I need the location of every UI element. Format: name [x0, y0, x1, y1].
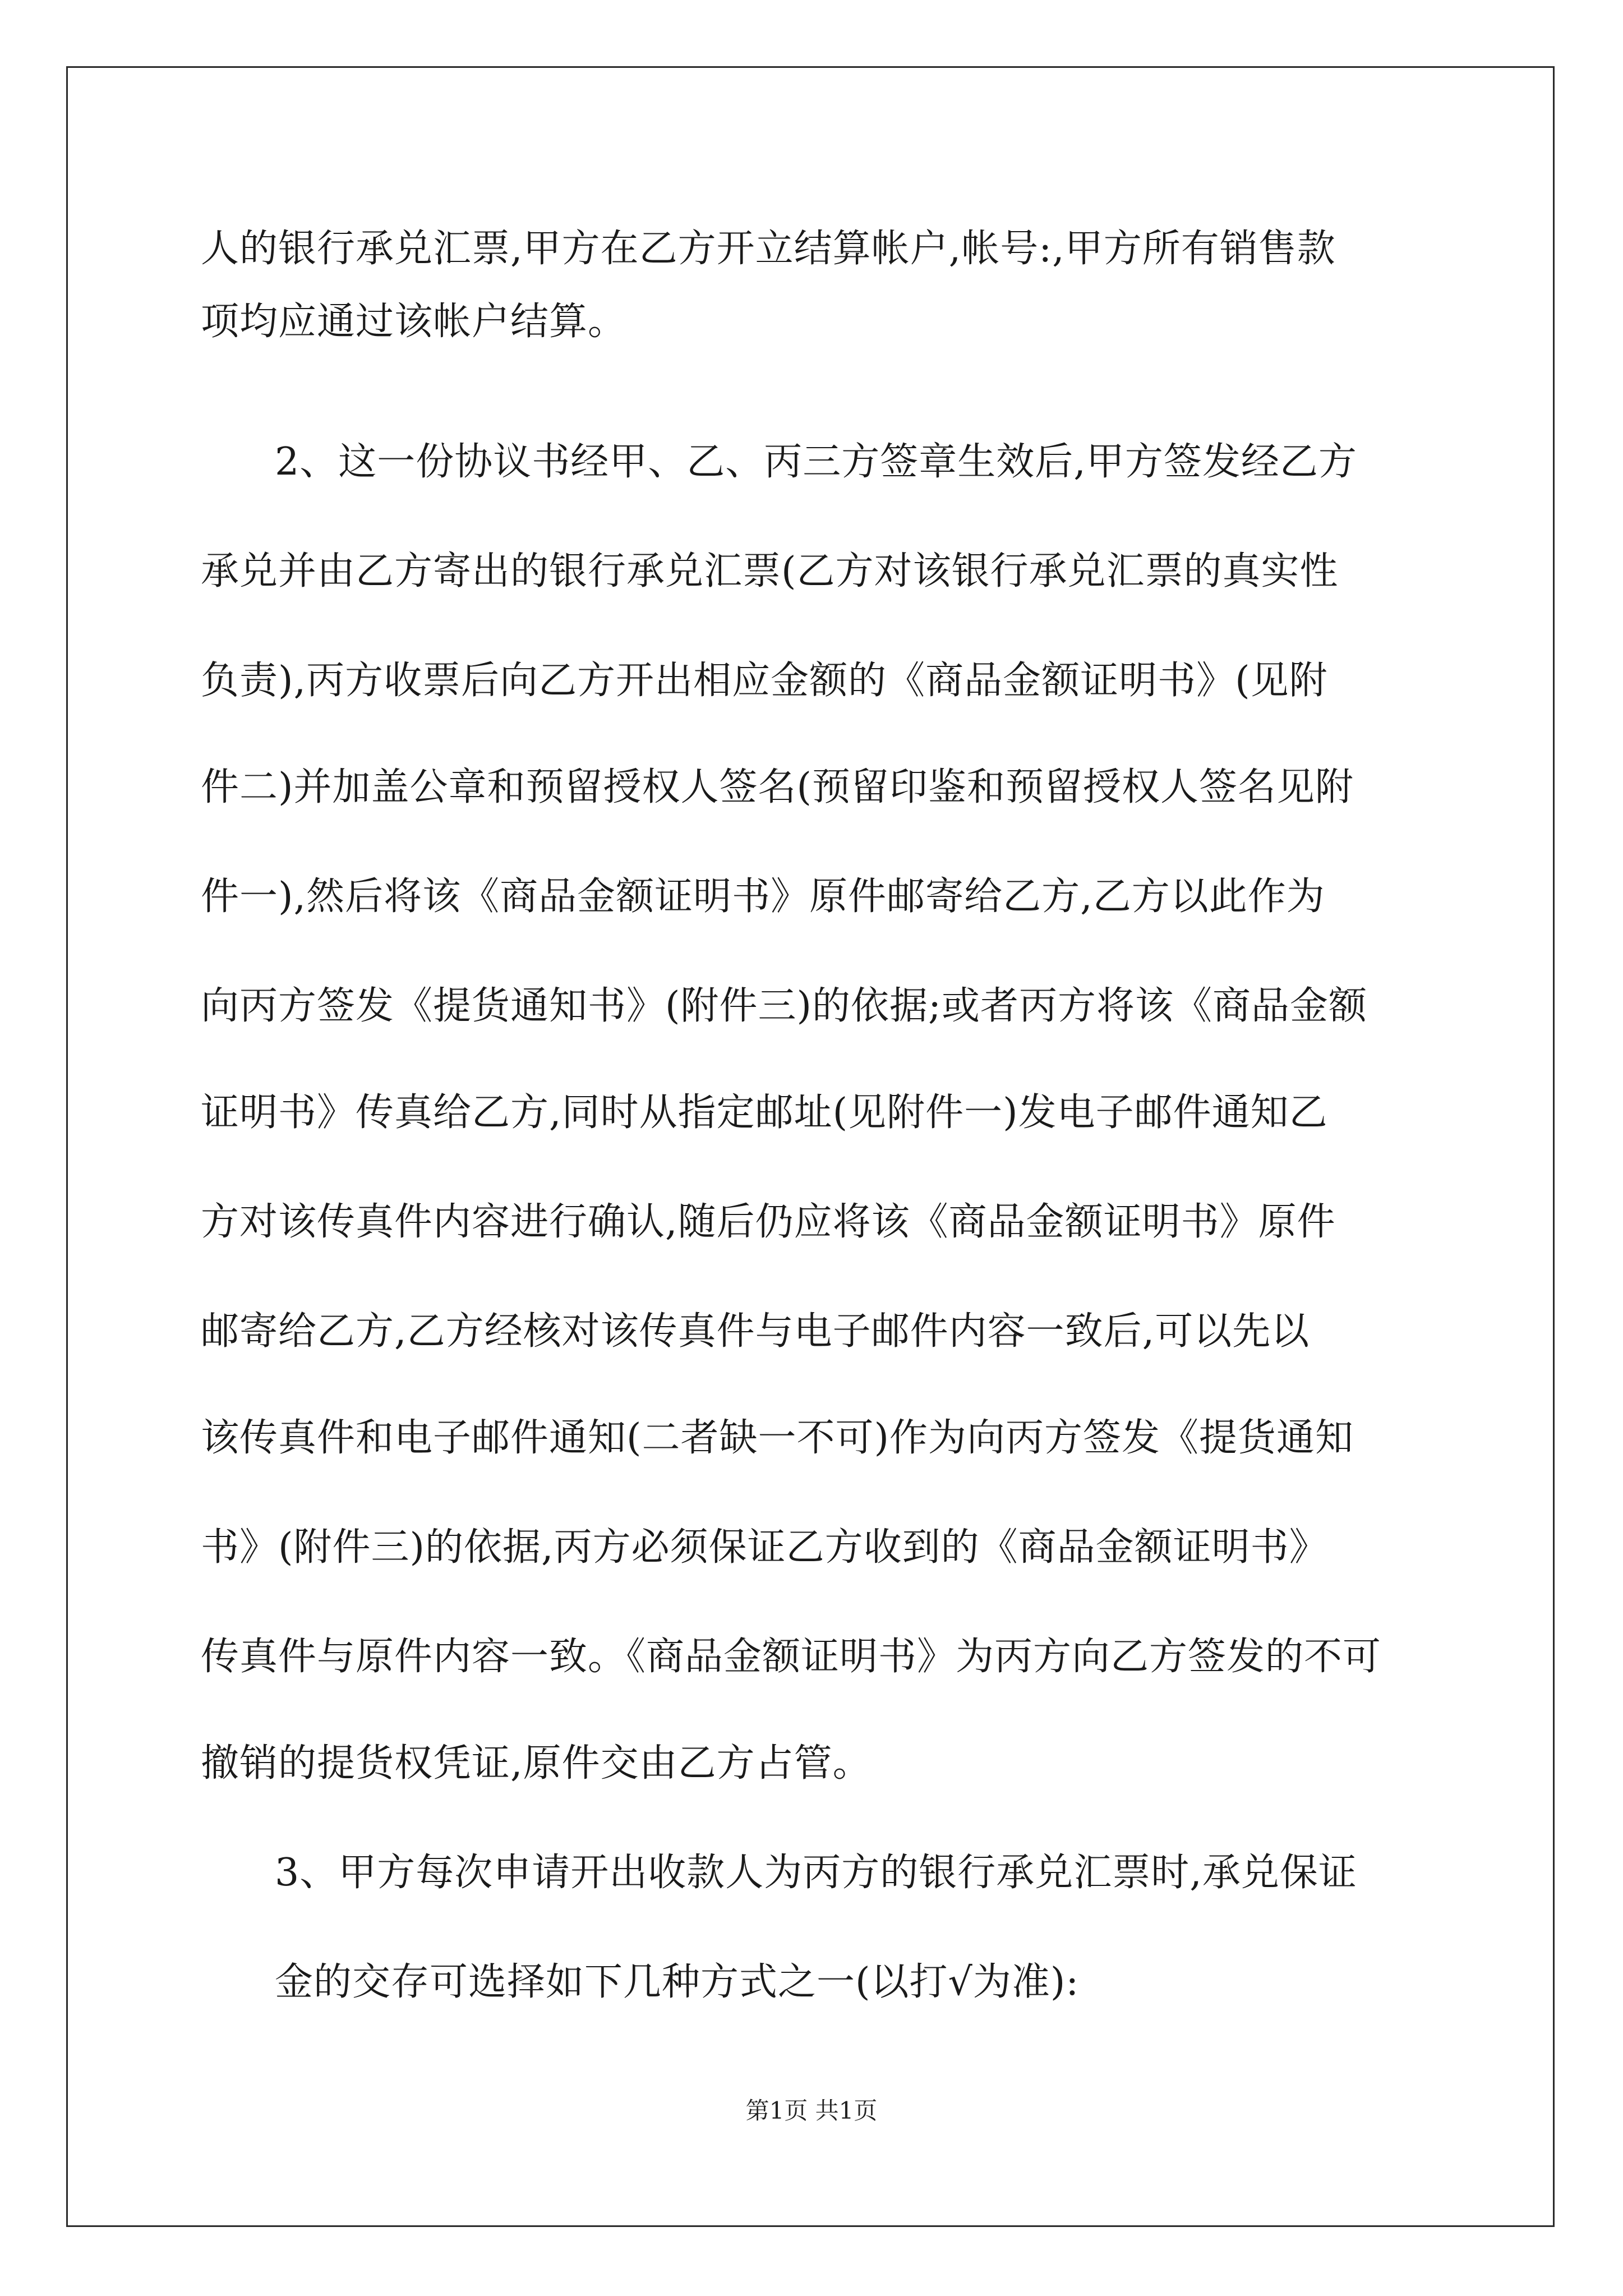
text-line: 邮寄给乙方,乙方经核对该传真件与电子邮件内容一致后,可以先以 [201, 1309, 1310, 1354]
paragraph-3-start: 3、甲方每次申请开出收款人为丙方的银行承兑汇票时,承兑保证 [275, 1851, 1357, 1895]
page-number-footer: 第1页 共1页 [745, 2097, 878, 2124]
text-line: 金的交存可选择如下几种方式之一(以打√为准): [275, 1960, 1080, 2004]
text-line: 项均应通过该帐户结算。 [201, 300, 627, 344]
text-line: 负责),丙方收票后向乙方开出相应金额的《商品金额证明书》(见附 [201, 659, 1328, 703]
text-line: 传真件与原件内容一致。《商品金额证明书》为丙方向乙方签发的不可 [201, 1635, 1382, 1679]
text-line: 人的银行承兑汇票,甲方在乙方开立结算帐户,帐号:,甲方所有销售款 [201, 227, 1336, 271]
text-line: 向丙方签发《提货通知书》(附件三)的依据;或者丙方将该《商品金额 [201, 984, 1367, 1028]
paragraph-2-start: 2、这一份协议书经甲、乙、丙三方签章生效后,甲方签发经乙方 [275, 440, 1357, 484]
text-line: 书》(附件三)的依据,丙方必须保证乙方收到的《商品金额证明书》 [201, 1525, 1328, 1570]
text-line: 该传真件和电子邮件通知(二者缺一不可)作为向丙方签发《提货通知 [201, 1416, 1354, 1460]
text-line: 方对该传真件内容进行确认,随后仍应将该《商品金额证明书》原件 [201, 1200, 1336, 1244]
text-line: 件二)并加盖公章和预留授权人签名(预留印鉴和预留授权人签名见附 [201, 765, 1354, 809]
text-line: 证明书》传真给乙方,同时从指定邮址(见附件一)发电子邮件通知乙 [201, 1091, 1328, 1135]
text-line: 件一),然后将该《商品金额证明书》原件邮寄给乙方,乙方以此作为 [201, 875, 1325, 919]
page-border [66, 66, 1555, 2227]
text-line: 撤销的提货权凭证,原件交由乙方占管。 [201, 1741, 872, 1786]
text-line: 承兑并由乙方寄出的银行承兑汇票(乙方对该银行承兑汇票的真实性 [201, 549, 1339, 593]
